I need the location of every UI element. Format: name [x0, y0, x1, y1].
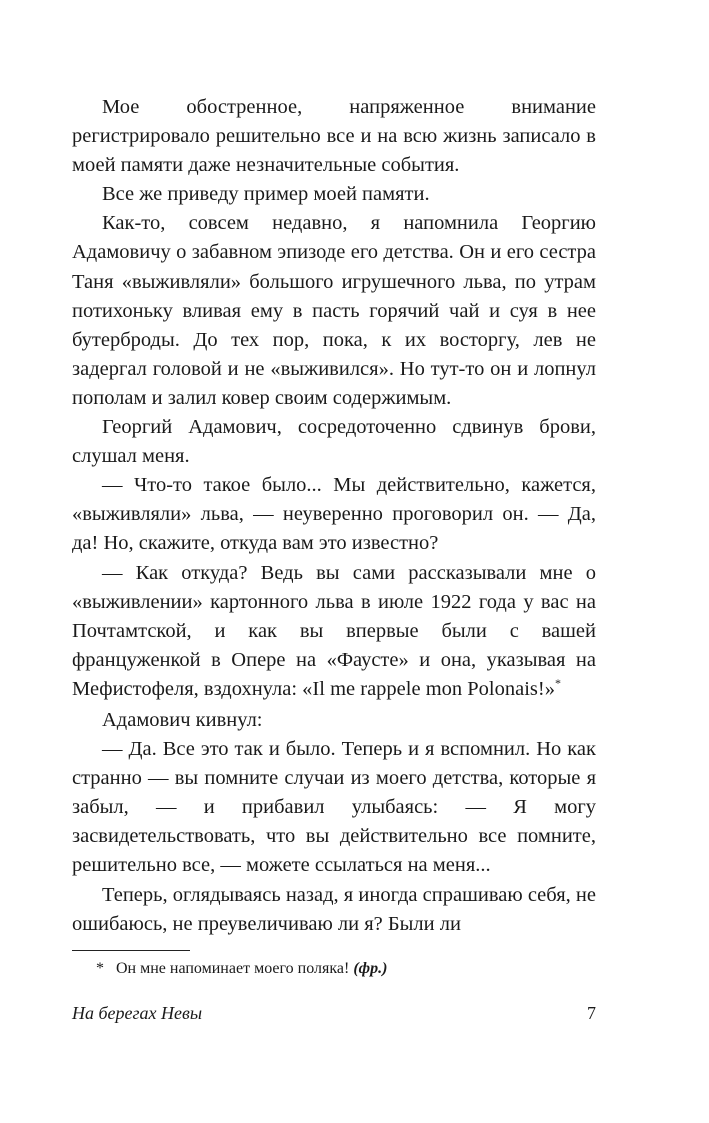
footnote-divider	[72, 950, 190, 951]
paragraph-3: Как-то, совсем недавно, я напомнила Георгию Адамовичу о забавном эпизоде его детства. Он и его сестра Таня «выживляли» большого игрушечного льва, по утрам потихоньку вливая ему в пасть горячий чай и суя в нее бутерброды. До тех пор, пока, к их восторгу, лев не задергал головой и не «выживился». Но тут-то он и лопнул пополам и залил ковер своим содержимым.	[72, 212, 596, 409]
paragraph-9: Теперь, оглядываясь назад, я иногда спрашиваю себя, не ошибаюсь, не преувеличиваю ли я? Были ли	[72, 883, 596, 935]
paragraph-1: Мое обостренное, напряженное внимание регистрировало решительно все и на всю жизнь записало в моей памяти даже незначительные события.	[72, 96, 596, 177]
paragraph-6-text: — Как откуда? Ведь вы сами рассказывали мне о «выживлении» картонного льва в июле 1922 года у вас на Почтамтской, и как вы впервые были с вашей француженкой в Опере на «Фаусте» и она, указывая на Мефистофеля, вздохнула: «Il me rappele mon Polonais!»	[72, 561, 596, 700]
footnote	[96, 958, 596, 980]
paragraph-4: Георгий Адамович, сосредоточенно сдвинув брови, слушал меня.	[72, 416, 596, 468]
page-number: 7	[587, 1003, 596, 1023]
paragraph-6	[72, 559, 596, 706]
main-text	[72, 93, 596, 939]
footnote-marker: *	[96, 960, 104, 977]
footnote-language-note: (фр.)	[353, 960, 388, 977]
running-footer-title: На берегах Невы	[72, 1003, 203, 1023]
paragraph-5: — Что-то такое было... Мы действительно, кажется, «выживляли» льва, — неуверенно проговорил он. — Да, да! Но, скажите, откуда вам это известно?	[72, 474, 596, 555]
paragraph-7: Адамович кивнул:	[102, 708, 263, 731]
paragraph-8: — Да. Все это так и было. Теперь и я вспомнил. Но как странно — вы помните случаи из моего детства, которые я забыл, — и прибавил улыбаясь: — Я могу засвидетельствовать, что вы действительно все помните, решительно все, — можете ссылаться на меня...	[72, 738, 596, 877]
paragraph-2: Все же приведу пример моей памяти.	[102, 183, 430, 206]
footnote-text: Он мне напоминает моего поляка!	[116, 960, 350, 977]
footnote-reference[interactable]: *	[554, 675, 561, 690]
